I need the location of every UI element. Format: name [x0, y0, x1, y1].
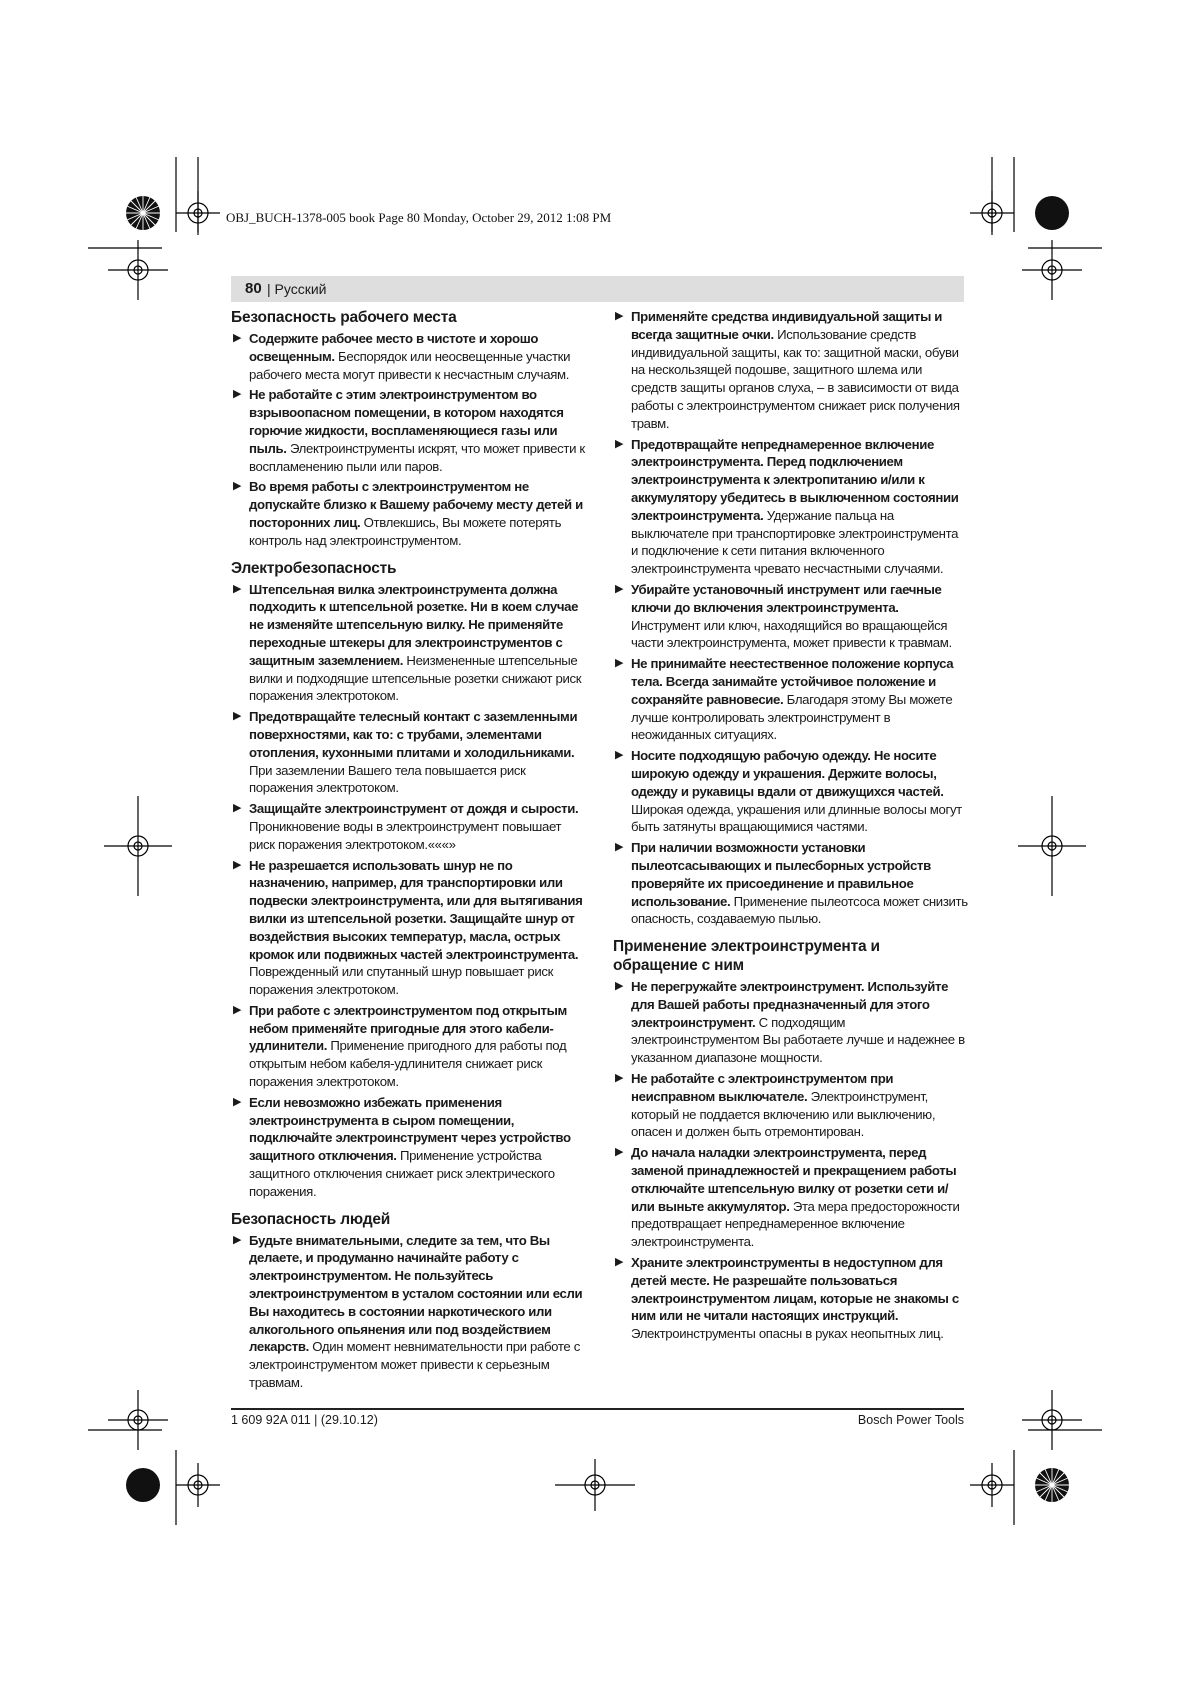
footer-brand: Bosch Power Tools — [857, 1413, 964, 1427]
item-bold-text: Содержите рабочее место в чистоте и хорошо освещенным. — [249, 331, 539, 364]
list-item — [613, 1070, 968, 1141]
bullet-arrow-icon: ▶ — [233, 582, 242, 595]
item-bold-text: Храните электроинструменты в недоступном для детей месте. Не разрешайте пользоваться электроинструментом лицам, которые не знакомы с ним или не читали настоящих инструкций. — [631, 1255, 959, 1324]
bullet-arrow-icon: ▶ — [615, 657, 624, 670]
item-text: Электроинструмент, который не поддается включению или выключению, опасен и должен быть отремонтирован. — [631, 1088, 936, 1140]
section-heading: Применение электроинструмента и обращение с ним — [613, 938, 880, 975]
bullet-arrow-icon: ▶ — [615, 980, 624, 993]
bullet-arrow-icon: ▶ — [233, 858, 242, 871]
item-text: Поврежденный или спутанный шнур повышает риск поражения электротоком. — [249, 964, 554, 998]
list-item — [231, 581, 586, 706]
list-item — [613, 308, 968, 433]
item-bold-text: Будьте внимательными, следите за тем, что Вы делаете, и продуманно начинайте работу с электроинструментом. Не пользуйтесь электроинструментом в усталом состоянии или если Вы находитесь в состоянии наркотического или алкогольного опьянения или под воздействием лекарств. — [249, 1232, 583, 1355]
list-item — [231, 1094, 586, 1201]
section — [231, 1210, 586, 1392]
item-text: Неизмененные штепсельные вилки и подходящие штепсельные розетки снижают риск поражения электротоком. — [249, 652, 582, 704]
list-item — [613, 581, 968, 652]
item-text: Электроинструменты опасны в руках неопытных лиц. — [631, 1326, 944, 1342]
item-bold-text: Носите подходящую рабочую одежду. Не носите широкую одежду и украшения. Держите волосы, одежду и рукавицы вдали от движущихся частей. — [631, 748, 944, 799]
list-item — [613, 1144, 968, 1251]
section — [231, 559, 586, 1201]
item-text: Использование средств индивидуальной защиты, как то: защитной маски, обуви на нескользящей подошве, защитного шлема или средств защиты органов слуха, – в зависимости от вида работы с электроинструментом снижает риск получения травм. — [631, 326, 960, 431]
bullet-arrow-icon: ▶ — [615, 1146, 624, 1159]
item-text: Благодаря этому Вы можете лучше контролировать электроинструмент в неожиданных ситуациях. — [631, 691, 953, 743]
item-bold-text: До начала наладки электроинструмента, перед заменой принадлежностей и прекращением работы отключайте штепсельную вилку от розетки сети и/или выньте аккумулятор. — [631, 1145, 957, 1214]
bullet-arrow-icon: ▶ — [615, 749, 624, 762]
item-bold-text: Не перегружайте электроинструмент. Используйте для Вашей работы предназначенный для этого электроинструмент. — [631, 979, 949, 1030]
section-heading: Электробезопасность — [231, 559, 397, 577]
print-slug: OBJ_BUCH-1378-005 book Page 80 Monday, October 29, 2012 1:08 PM — [226, 210, 612, 225]
item-text: Широкая одежда, украшения или длинные волосы могут быть затянуты вращающимися частями. — [631, 801, 962, 835]
bullet-arrow-icon: ▶ — [233, 1003, 242, 1016]
section — [231, 308, 586, 550]
list-item — [231, 478, 586, 549]
bullet-arrow-icon: ▶ — [233, 710, 242, 723]
item-bold-text: Убирайте установочный инструмент или гаечные ключи до включения электроинструмента. — [631, 581, 942, 615]
item-bold-text: При наличии возможности установки пылеотсасывающих и пылесборных устройств проверяйте их присоединение и правильное использование. — [631, 840, 931, 909]
item-text: Инструмент или ключ, находящийся во вращающейся части электроинструмента, может привести к травмам. — [631, 617, 952, 651]
list-item — [613, 747, 968, 836]
item-bold-text: Не работайте с этим электроинструментом во взрывоопасном помещении, в котором находятся горючие жидкости, воспламеняющиеся газы или пыль. — [249, 387, 564, 456]
item-text: Применение пылеотсоса может снизить опасность, создаваемую пылью. — [631, 893, 968, 927]
item-bold-text: Не принимайте неестественное положение корпуса тела. Всегда занимайте устойчивое положение и сохраняйте равновесие. — [631, 656, 954, 707]
list-item — [231, 386, 586, 475]
list-item — [231, 857, 586, 999]
item-bold-text: Если невозможно избежать применения электроинструмента в сыром помещении, подключайте электроинструмент через устройство защитного отключения. — [249, 1094, 571, 1164]
item-text: Электроинструменты искрят, что может привести к воспламенению пыли или паров. — [249, 440, 585, 474]
bullet-arrow-icon: ▶ — [233, 1095, 242, 1108]
list-item — [613, 436, 968, 578]
page-number: 80 — [245, 280, 262, 297]
item-text: С подходящим электроинструментом Вы работаете лучше и надежнее в указанном диапазоне мощности. — [631, 1014, 965, 1066]
list-item — [231, 1002, 586, 1091]
item-bold-text: Не разрешается использовать шнур не по назначению, например, для транспортировки или подвески электроинструмента, или для вытягивания вилки из штепсельной розетки. Защищайте шнур от воздействия высоких температур, масла, острых кромок или подвижных частей электроинструмента. — [249, 857, 583, 962]
list-item — [613, 655, 968, 744]
item-text: Беспорядок или неосвещенные участки рабочего места могут привести к несчастным случаям. — [249, 348, 571, 382]
section-heading: Безопасность людей — [231, 1210, 391, 1228]
item-bold-text: Предотвращайте телесный контакт с заземленными поверхностями, как то: с трубами, элементами отопления, кухонными плитами и холодильниками. — [249, 709, 578, 760]
list-item — [613, 839, 968, 928]
bullet-arrow-icon: ▶ — [233, 802, 242, 815]
bullet-arrow-icon: ▶ — [233, 1233, 242, 1246]
bullet-arrow-icon: ▶ — [615, 841, 624, 854]
bullet-arrow-icon: ▶ — [615, 310, 624, 322]
item-bold-text: Штепсельная вилка электроинструмента должна подходить к штепсельной розетке. Ни в коем случае не изменяйте штепсельную вилку. Не применяйте переходные штекеры для электроинструментов с защитным заземлением. — [249, 581, 579, 668]
list-item — [613, 1254, 968, 1343]
item-text: Применение устройства защитного отключения снижает риск электрического поражения. — [249, 1148, 555, 1199]
bullet-arrow-icon: ▶ — [615, 1256, 624, 1269]
item-bold-text: Предотвращайте непреднамеренное включение электроинструмента. Перед подключением электроинструмента к электропитанию и/или к аккумулятору убедитесь в выключенном состоянии электроинструмента. — [631, 436, 959, 523]
footer-rule — [231, 1408, 964, 1410]
item-text: Проникновение воды в электроинструмент повышает риск поражения электротоком.«««» — [249, 818, 562, 852]
item-bold-text: Во время работы с электроинструментом не допускайте близко к Вашему рабочему месту детей и посторонних лиц. — [249, 479, 583, 530]
item-text: Один момент невнимательности при работе с электроинструментом может привести к серьезным травмам. — [249, 1339, 580, 1391]
bullet-arrow-icon: ▶ — [615, 1072, 624, 1085]
item-text: Отвлекшись, Вы можете потерять контроль над электроинструментом. — [249, 514, 562, 548]
section — [613, 937, 968, 1343]
item-text: При заземлении Вашего тела повышается риск поражения электротоком. — [249, 762, 526, 796]
page-header — [231, 276, 964, 302]
bullet-arrow-icon: ▶ — [615, 582, 624, 595]
item-text: Эта мера предосторожности предотвращает непреднамеренное включение электроинструмента. — [631, 1198, 960, 1250]
header-language: | Русский — [267, 281, 327, 297]
item-bold-text: Не работайте с электроинструментом при неисправном выключателе. — [631, 1071, 894, 1104]
bullet-arrow-icon: ▶ — [233, 388, 242, 401]
bullet-arrow-icon: ▶ — [233, 332, 242, 344]
item-text: Применение пригодного для работы под открытым небом кабеля-удлинителя снижает риск поражения электротоком. — [249, 1038, 567, 1090]
header-language-label: Русский — [274, 281, 327, 297]
item-bold-text: Защищайте электроинструмент от дождя и сырости. — [249, 801, 579, 817]
bullet-arrow-icon: ▶ — [615, 437, 624, 450]
footer-code: 1 609 92A 011 | (29.10.12) — [231, 1413, 378, 1427]
list-item — [231, 1232, 586, 1392]
list-item — [231, 330, 586, 383]
right-column — [613, 308, 968, 1352]
bullet-arrow-icon: ▶ — [233, 480, 242, 493]
item-bold-text: Применяйте средства индивидуальной защиты и всегда защитные очки. — [631, 309, 943, 342]
section — [613, 308, 968, 928]
left-column — [231, 308, 586, 1401]
list-item — [613, 978, 968, 1067]
item-bold-text: При работе с электроинструментом под открытым небом применяйте пригодные для этого кабели-удлинители. — [249, 1002, 567, 1054]
item-text: Удержание пальца на выключателе при транспортировке электроинструмента и подключение к сети питания включенного электроинструмента чревато несчастными случаями. — [631, 507, 959, 577]
list-item — [231, 800, 586, 853]
list-item — [231, 708, 586, 797]
section-heading: Безопасность рабочего места — [231, 309, 457, 326]
